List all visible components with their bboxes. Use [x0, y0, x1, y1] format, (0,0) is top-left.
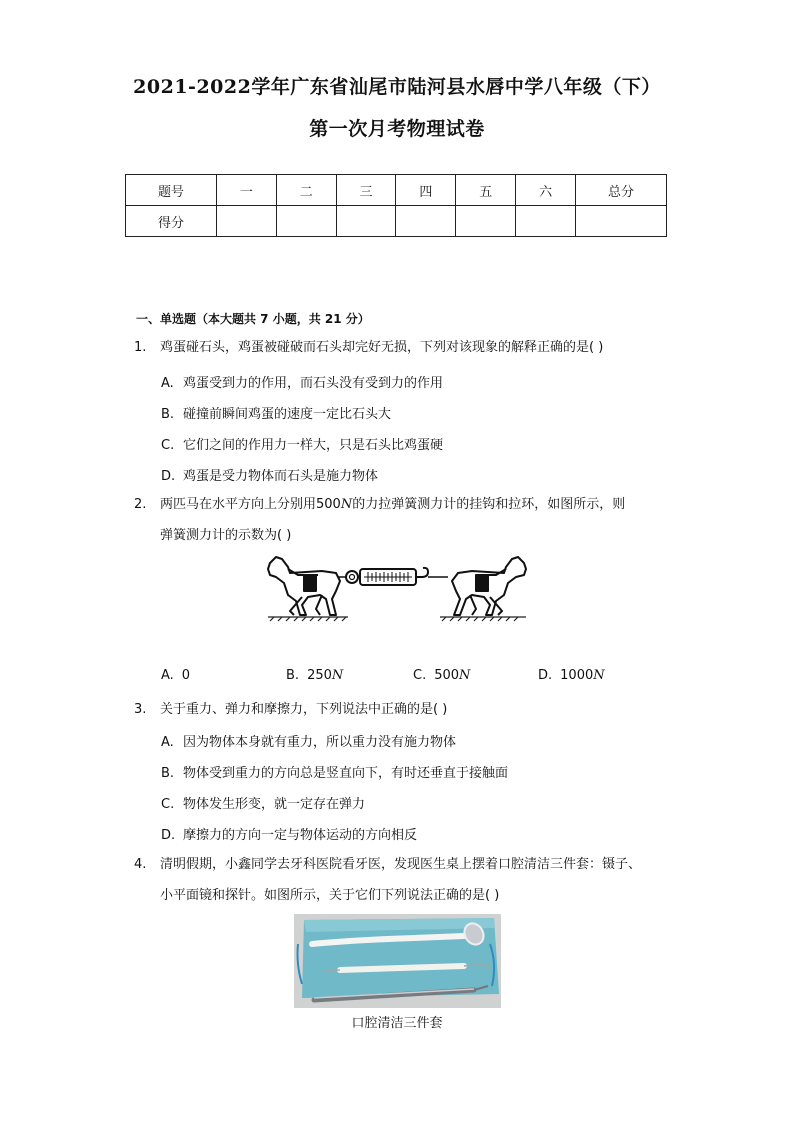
option-key: A.: [161, 376, 174, 391]
score-cell: [276, 206, 336, 237]
score-cell: [336, 206, 396, 237]
section-title: 一、单选题（本大题共 7 小题，共 21 分）: [136, 312, 370, 326]
option-key: C.: [413, 668, 427, 683]
option-3b[interactable]: [161, 762, 508, 781]
exam-title-line1: 2021-2022学年广东省汕尾市陆河县水唇中学八年级（下）: [133, 76, 661, 98]
option-text: 它们之间的作用力一样大，只是石头比鸡蛋硬: [183, 438, 444, 453]
option-key: B.: [286, 668, 300, 683]
option-3c[interactable]: [161, 793, 365, 812]
option-key: B.: [161, 766, 175, 781]
option-text: 物体发生形变，就一定存在弹力: [183, 797, 366, 812]
unit-symbol: N: [331, 668, 344, 683]
pull-ring: [346, 571, 358, 583]
question-number: 4.: [134, 857, 147, 872]
option-text: 0: [181, 668, 191, 683]
option-3d[interactable]: [161, 824, 417, 843]
score-cell: [576, 206, 667, 237]
score-row-label: 得分: [126, 206, 217, 237]
option-3a[interactable]: [161, 731, 456, 750]
option-key: D.: [538, 668, 553, 683]
option-1c[interactable]: [161, 434, 443, 453]
option-2b[interactable]: [286, 668, 343, 683]
option-key: D.: [161, 469, 176, 484]
option-text: 250: [307, 668, 332, 683]
question-text: [160, 489, 670, 520]
option-text: 1000: [560, 668, 594, 683]
question-text-part: 的力拉弹簧测力计的挂钩和拉环，如图所示，则: [352, 497, 626, 512]
score-header-cell: 六: [516, 175, 576, 206]
unit-symbol: N: [340, 497, 353, 512]
unit-symbol: N: [593, 668, 605, 683]
score-header-cell: 五: [456, 175, 516, 206]
question-text: 小平面镜和探针。如图所示，关于它们下列说法正确的是( ): [160, 888, 500, 903]
right-horse: [452, 557, 526, 615]
option-1d[interactable]: [161, 465, 378, 484]
score-header-cell: 一: [217, 175, 277, 206]
exam-title-line2: 第一次月考物理试卷: [309, 118, 485, 140]
pull-ring-inner: [350, 575, 355, 580]
question-text-part: 两匹马在水平方向上分别用500: [160, 497, 341, 512]
option-key: B.: [161, 407, 175, 422]
score-table-header-row: [126, 175, 667, 206]
question-number: 2.: [134, 497, 147, 512]
spring-scale: [360, 569, 416, 585]
question-text: 清明假期，小鑫同学去牙科医院看牙医，发现医生桌上摆着口腔清洁三件套：镊子、: [160, 857, 642, 872]
option-2c[interactable]: [413, 668, 470, 683]
option-key: A.: [161, 735, 174, 750]
score-table: [125, 174, 667, 237]
option-1a[interactable]: [161, 372, 443, 391]
score-header-cell: 三: [336, 175, 396, 206]
option-key: C.: [161, 797, 175, 812]
option-key: D.: [161, 828, 176, 843]
score-cell: [516, 206, 576, 237]
horses-spring-scale-figure: [262, 553, 532, 629]
figure-caption: 口腔清洁三件套: [351, 1016, 443, 1031]
score-cell: [456, 206, 516, 237]
score-header-cell: 总分: [576, 175, 667, 206]
score-header-cell: 题号: [126, 175, 217, 206]
option-text: 鸡蛋是受力物体而石头是施力物体: [183, 469, 379, 484]
scale-hook: [416, 568, 428, 577]
dental-tools-photo: [294, 914, 501, 1008]
ground-right: [440, 617, 526, 621]
question-text: 弹簧测力计的示数为( ): [160, 528, 292, 543]
option-text: 摩擦力的方向一定与物体运动的方向相反: [183, 828, 418, 843]
unit-symbol: N: [459, 668, 471, 683]
option-2d[interactable]: [538, 668, 605, 683]
option-1b[interactable]: [161, 403, 391, 422]
score-cell: [217, 206, 277, 237]
left-horse: [268, 557, 340, 615]
score-cell: [396, 206, 456, 237]
option-text: 物体受到重力的方向总是竖直向下，有时还垂直于接触面: [183, 766, 509, 781]
question-text: 关于重力、弹力和摩擦力，下列说法中正确的是( ): [160, 702, 448, 717]
question-number: 3.: [134, 702, 147, 717]
option-text: 因为物体本身就有重力，所以重力没有施力物体: [183, 735, 457, 750]
option-key: A.: [161, 668, 174, 683]
score-table-score-row: [126, 206, 667, 237]
option-2a[interactable]: [161, 668, 190, 683]
score-header-cell: 四: [396, 175, 456, 206]
score-header-cell: 二: [276, 175, 336, 206]
option-text: 碰撞前瞬间鸡蛋的速度一定比石头大: [183, 407, 392, 422]
option-key: C.: [161, 438, 175, 453]
question-text: 鸡蛋碰石头，鸡蛋被碰破而石头却完好无损，下列对该现象的解释正确的是( ): [160, 340, 604, 355]
question-number: 1.: [134, 340, 147, 355]
option-text: 500: [434, 668, 460, 683]
option-text: 鸡蛋受到力的作用，而石头没有受到力的作用: [183, 376, 444, 391]
ground-left: [268, 617, 348, 621]
